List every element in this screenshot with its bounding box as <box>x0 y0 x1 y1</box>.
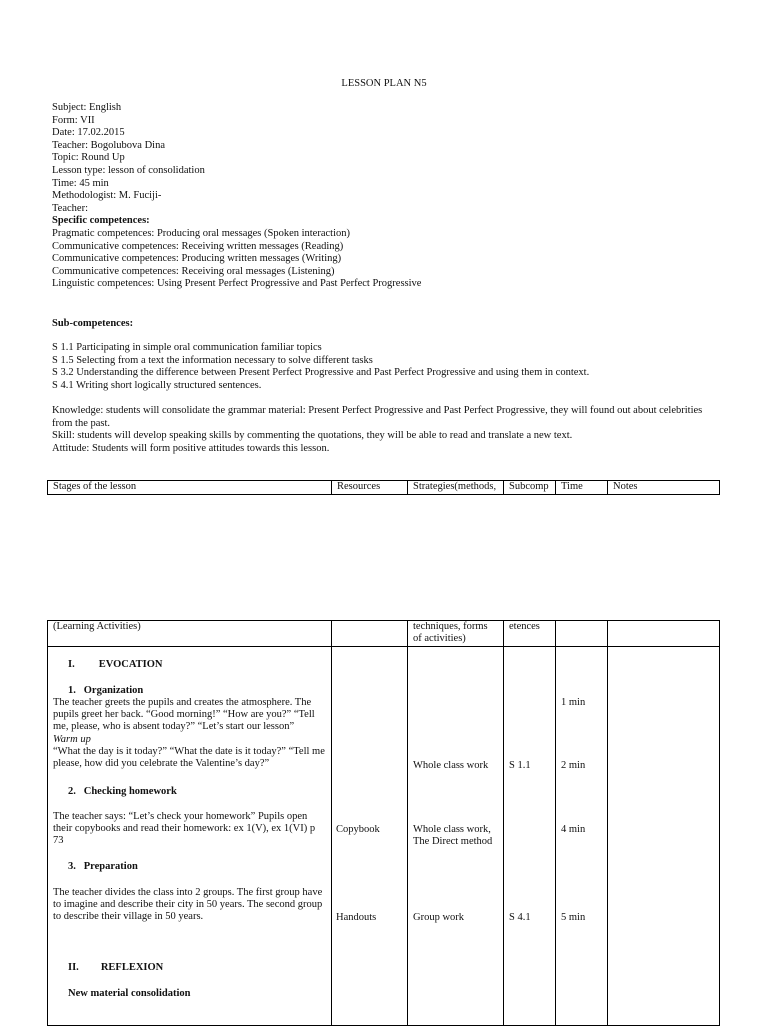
competence-item: Communicative competences: Receiving written messages (Reading) <box>52 240 344 252</box>
warm-up-label: Warm up <box>53 734 91 745</box>
header-strategies-cont: techniques, forms of activities) <box>408 621 504 647</box>
lesson-table <box>47 620 720 1026</box>
knowledge-skill-attitude <box>52 405 712 455</box>
resources-cell <box>332 647 408 1026</box>
subject-line: Subject: English <box>52 102 122 113</box>
sub-competence-item: S 3.2 Understanding the difference between Present Perfect Progressive and Past Perfect Progressive and using them in context. <box>52 367 590 379</box>
warm-up-text: “What the day is it today?” “What the date is it today?” “Tell me please, how did you celebrate the Valentine’s day?” <box>53 746 325 769</box>
attitude-text: Attitude: Students will form positive attitudes towards this lesson. <box>52 442 330 454</box>
lesson-type-line: Lesson type: lesson of consolidation <box>52 164 205 176</box>
notes-cell <box>608 647 720 1026</box>
skill-text: Skill: students will develop speaking skills by commenting the quotations, they will be able to read and translate a new text. <box>52 430 573 442</box>
subcomp-cell <box>504 647 556 1026</box>
header-subcomp: Subcomp <box>504 481 556 495</box>
competence-item: Linguistic competences: Using Present Perfect Progressive and Past Perfect Progressive <box>52 278 422 290</box>
strategy-direct-method: The Direct method <box>413 836 493 847</box>
document-title: LESSON PLAN N5 <box>341 78 427 89</box>
strategies-cell <box>408 647 504 1026</box>
time-5min: 5 min <box>561 912 586 923</box>
header-time: Time <box>556 481 608 495</box>
sub-competence-item: S 1.1 Participating in simple oral communication familiar topics <box>52 342 322 353</box>
resource-handouts: Handouts <box>336 912 377 923</box>
strategy-group-work: Group work <box>413 912 465 923</box>
lesson-table-header <box>47 480 720 495</box>
time-2min: 2 min <box>561 760 586 771</box>
teacher2-line: Teacher: <box>52 202 88 214</box>
header-notes: Notes <box>608 481 720 495</box>
header-stages-cont: (Learning Activities) <box>48 621 332 647</box>
time-1min: 1 min <box>561 697 586 708</box>
topic-line: Topic: Round Up <box>52 152 125 164</box>
strategy-whole-class-direct: Whole class work, <box>413 824 491 835</box>
lesson-info <box>52 102 421 291</box>
sub-competence-item: S 1.5 Selecting from a text the information necessary to solve different tasks <box>52 354 373 366</box>
header-resources-cont <box>332 621 408 647</box>
time-cell <box>556 647 608 1026</box>
preparation-heading: 3. Preparation <box>68 861 138 872</box>
subcomp-s11: S 1.1 <box>509 760 531 771</box>
preparation-text: The teacher divides the class into 2 groups. The first group have to imagine and describe their city in 50 years. The second group to describe their village in 50 years. <box>53 887 323 922</box>
organization-heading: 1. Organization <box>68 685 144 696</box>
reflexion-heading: II. REFLEXION <box>68 962 164 973</box>
checking-homework-heading: 2. Checking homework <box>68 786 177 797</box>
sub-competences-heading: Sub-competences: <box>52 318 134 329</box>
header-subcomp-cont: etences <box>504 621 556 647</box>
sub-competence-item: S 4.1 Writing short logically structured sentences. <box>52 379 262 391</box>
time-line: Time: 45 min <box>52 177 109 189</box>
competence-item: Pragmatic competences: Producing oral messages (Spoken interaction) <box>52 227 350 239</box>
competence-item: Communicative competences: Producing written messages (Writing) <box>52 253 342 265</box>
resource-copybook: Copybook <box>336 824 380 835</box>
competence-item: Communicative competences: Receiving oral messages (Listening) <box>52 265 335 277</box>
form-line: Form: VII <box>52 114 95 126</box>
header-stages: Stages of the lesson <box>48 481 332 495</box>
header-time-cont <box>556 621 608 647</box>
header-notes-cont <box>608 621 720 647</box>
header-strategies: Strategies(methods, <box>408 481 504 495</box>
stages-cell <box>48 647 332 1026</box>
time-4min: 4 min <box>561 824 586 835</box>
knowledge-text: Knowledge: students will consolidate the grammar material: Present Perfect Progressive and Past Perfect Progressive, they will found out about celebrities from the past. <box>52 405 703 429</box>
strategy-whole-class: Whole class work <box>413 760 489 771</box>
subcomp-s41: S 4.1 <box>509 912 531 923</box>
organization-text: The teacher greets the pupils and creates the atmosphere. The pupils greet her back. “Good morning!” “How are you?” “Tell me, please, who is absent today?” “Let’s start our lesson” <box>53 697 315 732</box>
sub-competences-list <box>52 342 589 392</box>
evocation-heading: I. EVOCATION <box>68 659 163 670</box>
teacher-line: Teacher: Bogolubova Dina <box>52 139 165 151</box>
methodologist-line: Methodologist: M. Fuciji- <box>52 190 162 202</box>
checking-homework-text: The teacher says: “Let’s check your homework” Pupils open their copybooks and read their homework: ex 1(V), ex 1(VI) p 73 <box>53 811 316 846</box>
new-material-heading: New material consolidation <box>68 988 191 999</box>
header-resources: Resources <box>332 481 408 495</box>
specific-competences-heading: Specific competences: <box>52 215 150 227</box>
date-line: Date: 17.02.2015 <box>52 127 125 139</box>
